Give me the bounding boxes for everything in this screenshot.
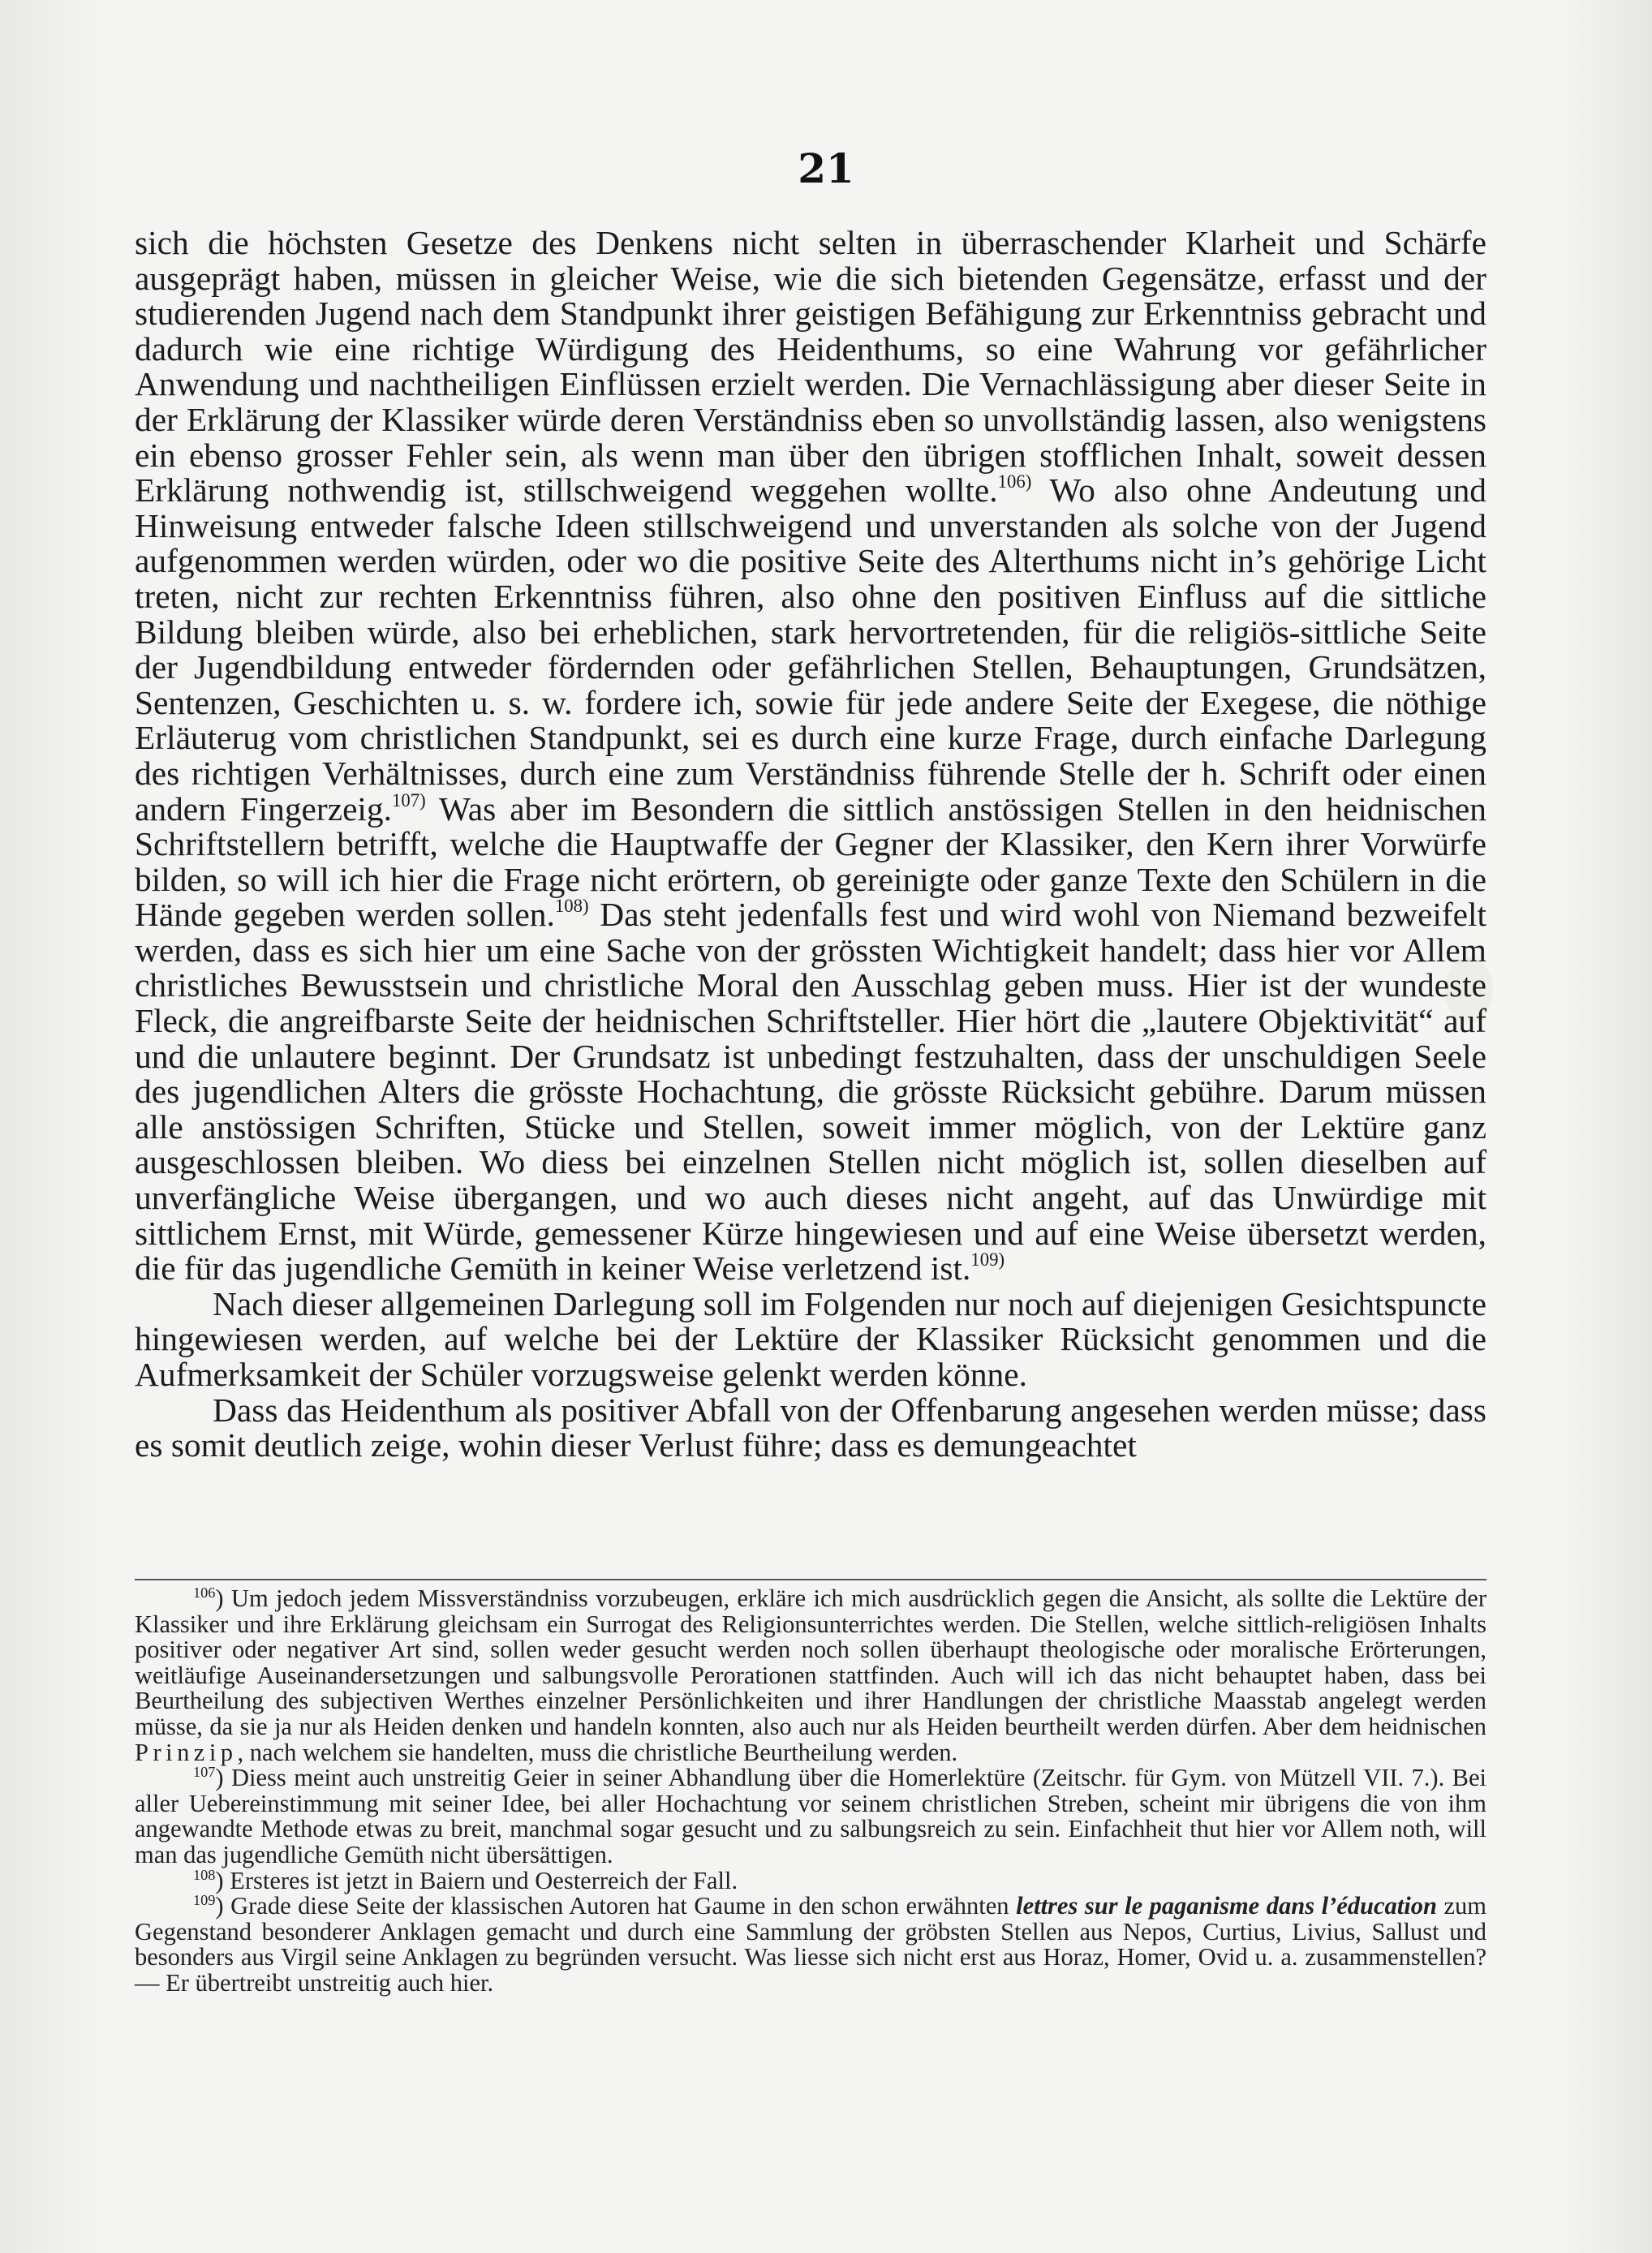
paragraph-1-text-a: sich die höchsten Gesetze des Denkens nicht selten in überraschender Klarheit und Schärfe ausgeprägt haben, müssen in gleicher Weise, wie die sich bietenden Gegensätze, erfasst und der studierenden Jugend nach dem Standpunkt ihrer geistigen Befähigung zur Erkenntniss gebracht und dadurch wie eine richtige Würdigung des Heidenthums, so eine Wahrung vor gefährlicher Anwendung und nachtheiligen Einflüssen erzielt werden. Die Vernachlässigung aber dieser Seite in der Erklärung der Klassiker würde deren Verständniss eben so unvollständig lassen, also wenigstens ein ebenso grosser Fehler sein, als wenn man über den übrigen stofflichen Inhalt, soweit dessen Erklärung nothwendig ist, stillschweigend weggehen wollte. <box>135 224 1486 510</box>
footnote-number: 106 <box>193 1584 216 1602</box>
footnote-ref-109: 109) <box>970 1249 1005 1271</box>
footnote-number: 109 <box>193 1892 216 1909</box>
page-number: 21 <box>798 144 854 192</box>
paragraph-1-text-c: Was aber im Besondern die sittlich anstössigen Stellen in den heidnischen Schriftstellern betrifft, welche die Hauptwaffe der Gegner der Klassiker, den Kern ihrer Vorwürfe bilden, so will ich hier die Frage nicht erörtern, ob gereinigte oder ganze Texte den Schülern in die Hände gegeben werden sollen. <box>135 789 1487 934</box>
paragraph-2: Nach dieser allgemeinen Darlegung soll im Folgenden nur noch auf diejenigen Gesichtspuncte hingewiesen werden, auf welche bei der Lektüre der Klassiker Rücksicht genommen und die Aufmerksamkeit der Schüler vorzugsweise gelenkt werden könne. <box>135 1284 1486 1393</box>
footnotes <box>135 1586 1486 1997</box>
footnote-number: 107 <box>193 1764 216 1781</box>
footnote-109 <box>135 1894 1486 1996</box>
paragraph-1-text-b: Wo also ohne Andeutung und Hinweisung entweder falsche Ideen stillschweigend und unverstanden als solche von der Jugend aufgenommen werden würden, oder wo die positive Seite des Alterthums nicht in’s gehörige Licht treten, nicht zur rechten Erkenntniss führen, also ohne den positiven Einfluss auf die sittliche Bildung bleiben würde, also bei erheblichen, stark hervortretenden, für die religiös-sittliche Seite der Jugendbildung entweder fördernden oder gefährlichen Stellen, Behauptungen, Grundsätzen, Sentenzen, Geschichten u. s. w. fordere ich, sowie für jede andere Seite der Exegese, die nöthige Erläuterug vom christlichen Standpunkt, sei es durch eine kurze Frage, durch einfache Darlegung des richtigen Verhältnisses, durch eine zum Verständniss führende Stelle der h. Schrift oder einen andern Fingerzeig. <box>135 471 1486 828</box>
footnote-spaced-word: Prinzip <box>135 1738 238 1766</box>
footnote-106 <box>135 1586 1486 1765</box>
paragraph-3: Dass das Heidenthum als positiver Abfall von der Offenbarung angesehen werden müsse; dass es somit deutlich zeige, wohin dieser Verlust führe; dass es demungeachtet <box>135 1391 1486 1464</box>
footnote-text: ) Grade diese Seite der klassischen Autoren hat Gaume in den schon erwähnten <box>215 1892 1017 1920</box>
footnote-text: ) Um jedoch jedem Missverständniss vorzubeugen, erkläre ich mich ausdrücklich gegen die Ansicht, als sollte die Lektüre der Klassiker und ihre Erklärung gleichsam ein Surrogat des Religionsunterrichtes werden. Die Stellen, welche sittlich-religiösen Inhalts positiver oder negativer Art sind, sollen weder gesucht werden noch sollen überhaupt theologische oder moralische Erörterungen, weitläufige Auseinandersetzungen und salbungsvolle Perorationen stattfinden. Auch will ich das nicht behauptet haben, dass bei Beurtheilung des subjectiven Werthes einzelner Persönlichkeiten und ihrer Handlungen der christliche Maasstab angelegt werden müsse, da sie ja nur als Heiden denken und handeln konnten, also auch nur als Heiden beurtheilt werden dürfen. Aber dem heidnischen <box>135 1584 1486 1740</box>
footnote-ref-108: 108) <box>554 896 589 917</box>
main-text <box>135 226 1486 1464</box>
footnote-text: , nach welchem sie handelten, muss die christliche Beurtheilung werden. <box>237 1738 958 1766</box>
footnote-ref-106: 106) <box>997 471 1032 492</box>
footnote-108 <box>135 1868 1486 1894</box>
footnote-book-title: lettres sur le paganisme dans l’éducation <box>1016 1892 1437 1920</box>
paragraph-1-text-d: Das steht jedenfalls fest und wird wohl von Niemand bezweifelt werden, dass es sich hier um eine Sache von der grössten Wichtigkeit handelt; dass hier vor Allem christliches Bewusstsein und christliche Moral den Ausschlag geben muss. Hier ist der wundeste Fleck, die angreifbarste Seite der heidnischen Schriftsteller. Hier hört die „lautere Objektivität“ auf und die unlautere beginnt. Der Grundsatz ist unbedingt festzuhalten, dass der unschuldigen Seele des jugendlichen Alters die grösste Hochachtung, die grösste Rücksicht gebühre. Darum müssen alle anstössigen Schriften, Stücke und Stellen, soweit immer möglich, von der Lektüre ganz ausgeschlossen bleiben. Wo diess bei einzelnen Stellen nicht möglich ist, sollen dieselben auf unverfängliche Weise übergangen, und wo auch dieses nicht angeht, auf das Unwürdige mit sittlichem Ernst, mit Würde, gemessener Kürze hingewiesen und auf eine Weise übersetzt werden, die für das jugendliche Gemüth in keiner Weise verletzend ist. <box>135 896 1486 1288</box>
footnote-text: ) Ersteres ist jetzt in Baiern und Oesterreich der Fall. <box>215 1866 738 1894</box>
footnote-text: zum Gegenstand besonderer Anklagen gemacht und durch eine Sammlung der gröbsten Stellen aus Nepos, Curtius, Livius, Sallust und besonders aus Virgil seine Anklagen zu begründen versucht. Was liesse sich nicht erst aus Horaz, Homer, Ovid u. a. zusammenstellen? — Er übertreibt unstreitig auch hier. <box>135 1892 1486 1997</box>
paragraph-1 <box>135 226 1486 1287</box>
footnote-number: 108 <box>193 1866 216 1883</box>
footnote-ref-107: 107) <box>391 789 426 810</box>
footnote-107 <box>135 1765 1486 1868</box>
footnote-text: ) Diess meint auch unstreitig Geier in seiner Abhandlung über die Homerlektüre (Zeitschr. für Gym. von Mützell VII. 7.). Bei aller Uebereinstimmung mit seiner Idee, bei aller Hochachtung vor seinem christlichen Streben, scheint mir übrigens die von ihm angewandte Methode etwas zu breit, manchmal sogar gesucht und zu salbungsreich zu sein. Einfachheit thut hier vor Allem noth, will man das jugendliche Gemüth nicht übersättigen. <box>135 1764 1486 1868</box>
footnote-rule <box>135 1579 1486 1580</box>
